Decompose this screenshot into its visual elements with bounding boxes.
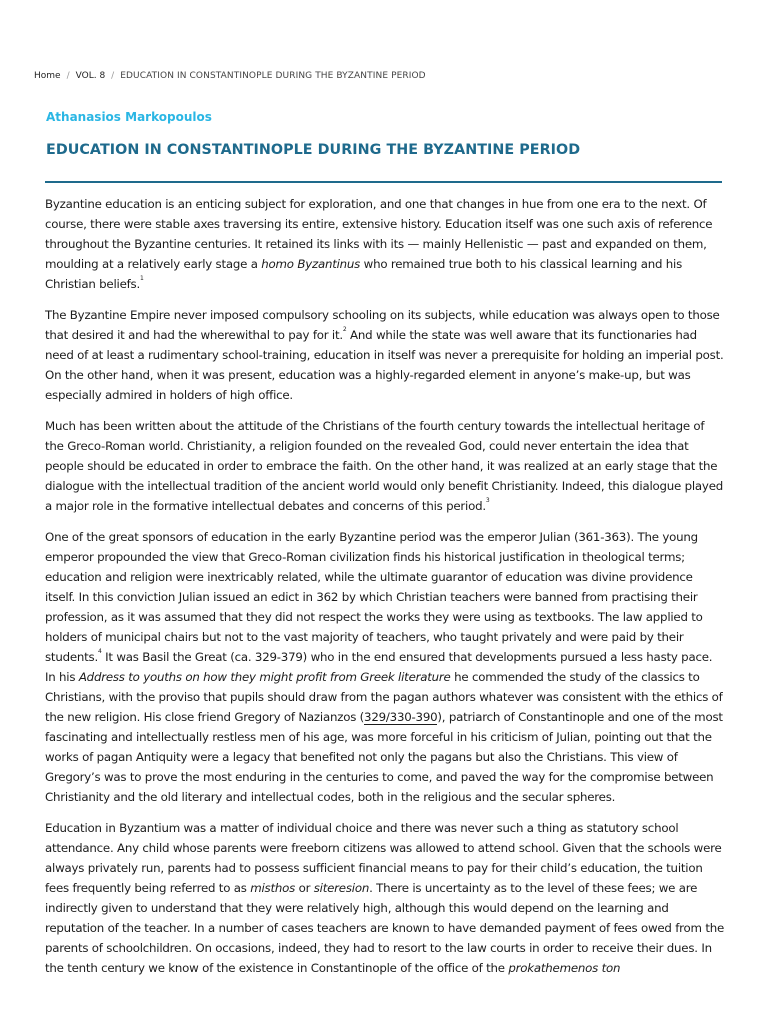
breadcrumb-separator: / xyxy=(111,71,115,81)
breadcrumb-separator: / xyxy=(66,71,70,81)
paragraph-5: Education in Byzantium was a matter of individual choice and there was never such a thing as statutory school attendance. Any child whose parents were freeborn citizens was allowed to attend school. Given that the schools were always privately run, parents had to possess sufficient financial means to pay for their child’s education, the tuition fees frequently being referred to as misthos or siteresion. There is uncertainty as to the level of these fees; we are indirectly given to understand that they were relatively high, although this would depend on the learning and reputation of the teacher. In a number of cases teachers are known to have demanded payment of fees owed from the parents of schoolchildren. On occasions, indeed, they had to resort to the law courts in order to receive their dues. In the tenth century we know of the existence in Constantinople of the office of the prokathemenos ton xyxy=(45,821,725,975)
footnote-ref-1[interactable]: 1 xyxy=(140,275,144,282)
emphasis-misthos: misthos xyxy=(250,881,296,895)
article-body xyxy=(45,194,725,989)
emphasis-prokathemenos: prokathemenos ton xyxy=(508,961,621,975)
author-name[interactable]: Athanasios Markopoulos xyxy=(46,110,212,124)
paragraph-2: The Byzantine Empire never imposed compulsory schooling on its subjects, while education was always open to those that desired it and had the wherewithal to pay for it.$^2$ And while the state was well aware that its functionaries had need of at least a rudimentary school-training, education in itself was never a prerequisite for holding an imperial post. On the other hand, when it was present, education was a highly-regarded element in anyone’s make-up, but was especially admired in holders of high office. xyxy=(45,308,724,402)
footnote-ref-2[interactable]: 2 xyxy=(342,326,347,333)
breadcrumb xyxy=(34,69,426,83)
footnote-ref-4[interactable]: 4 xyxy=(98,648,102,655)
paragraph-1: Byzantine education is an enticing subject for exploration, and one that changes in hue from one era to the next. Of course, there were stable axes traversing its entire, extensive history. Education itself was one such axis of reference throughout the Byzantine centuries. It retained its links with its — mainly Hellenistic — past and expanded on them, moulding at a relatively early stage a homo Byzantinus who remained true both to his classical learning and his Christian beliefs.$^1$ xyxy=(45,197,713,291)
breadcrumb-home-link[interactable]: Home xyxy=(34,71,61,81)
emphasis-siteresion: siteresion xyxy=(313,881,370,895)
title-divider xyxy=(45,181,722,183)
article-title: EDUCATION IN CONSTANTINOPLE DURING THE BYZANTINE PERIOD xyxy=(46,142,581,158)
paragraph-3: Much has been written about the attitude of the Christians of the fourth century towards the intellectual heritage of the Greco-Roman world. Christianity, a religion founded on the revealed God, could never entertain the idea that people should be educated in order to embrace the faith. On the other hand, it was realized at an early stage that the dialogue with the intellectual tradition of the ancient world would only benefit Christianity. Indeed, this dialogue played a major role in the formative intellectual debates and concerns of this period.$^3$ xyxy=(45,419,724,513)
breadcrumb-current-page: EDUCATION IN CONSTANTINOPLE DURING THE BYZANTINE PERIOD xyxy=(120,71,426,81)
breadcrumb-volume-link[interactable]: VOL. 8 xyxy=(75,71,106,81)
emphasis-address-to-youths: Address to youths on how they might profit from Greek literature xyxy=(78,670,451,684)
emphasis-homo-byzantinus: homo Byzantinus xyxy=(261,257,361,271)
footnote-ref-3[interactable]: 3 xyxy=(485,497,490,504)
paragraph-4: One of the great sponsors of education in the early Byzantine period was the emperor Julian (361-363). The young emperor propounded the view that Greco-Roman civilization finds his historical justification in theological terms; education and religion were inextricably related, while the ultimate guarantor of education was divine providence itself. In this conviction Julian issued an edict in 362 by which Christian teachers were banned from practising their profession, as it was assumed that they did not respect the works they were using as textbooks. The law applied to holders of municipal chairs but not to the vast majority of teachers, who taught privately and were paid by their students.$^4$ It was Basil the Great (ca. 329-379) who in the end ensured that developments pursued a less hasty pace. In his Address to youths on how they might profit from Greek literature he commended the study of the classics to Christians, with the proviso that pupils should draw from the pagan authors whatever was consistent with the ethics of the new religion. His close friend Gregory of Nazianzos (329/330-390), patriarch of Constantinople and one of the most fascinating and intellectually restless men of his age, was more forceful in his criticism of Julian, pointing out that the works of pagan Antiquity were a legacy that benefited not only the pagans but also the Christians. This view of Gregory’s was to prove the most enduring in the centuries to come, and paved the way for the compromise between Christianity and the old literary and intellectual codes, both in the religious and the secular spheres. xyxy=(45,530,723,804)
date-reference-link[interactable]: 329/330-390 xyxy=(364,710,438,724)
